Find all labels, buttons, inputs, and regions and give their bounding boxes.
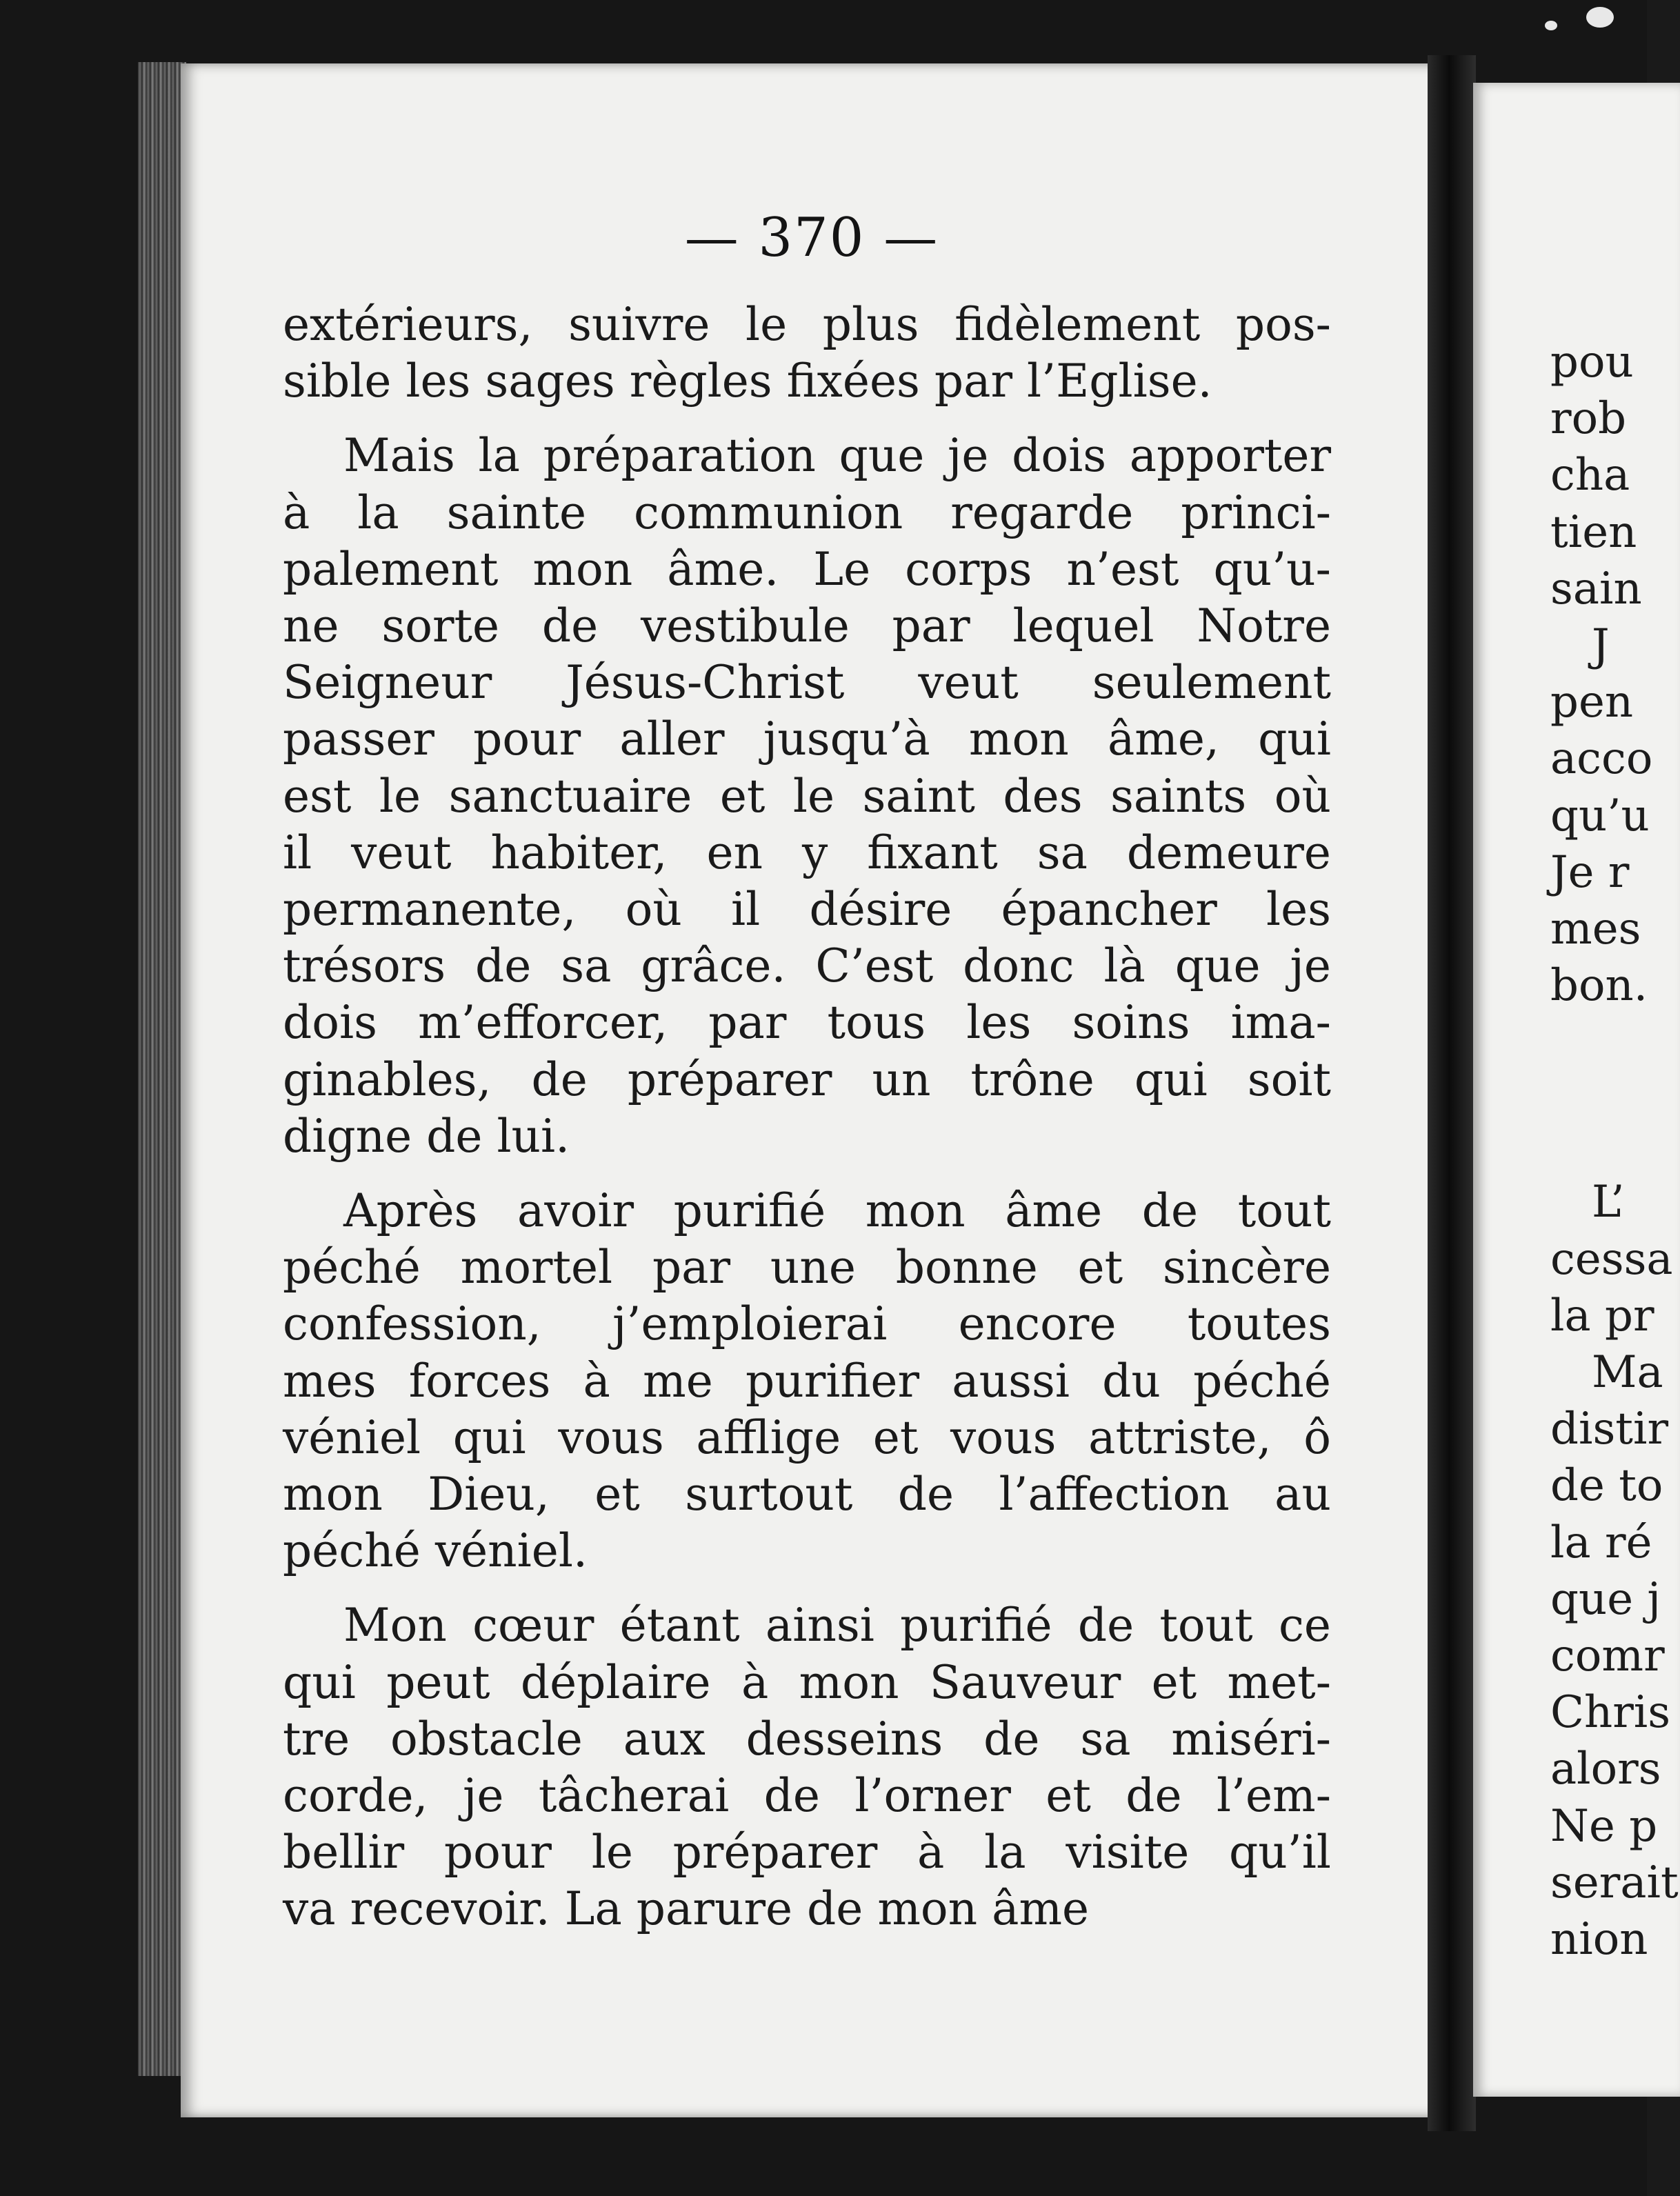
text-fragment: cha xyxy=(1550,450,1630,501)
text-fragment: serait xyxy=(1550,1857,1679,1908)
text-fragment: sain xyxy=(1550,563,1642,615)
text-fragment: la ré xyxy=(1550,1517,1652,1568)
text-line: dois m’efforcer, par tous les soins ima- xyxy=(283,996,1331,1050)
text-fragment: que j xyxy=(1550,1573,1661,1625)
scan-speck xyxy=(1586,7,1614,28)
text-line: véniel qui vous afflige et vous attriste, ô xyxy=(283,1410,1331,1464)
paragraph xyxy=(283,1597,1331,1937)
text-fragment: pou xyxy=(1550,337,1634,388)
page-edges xyxy=(138,62,186,2076)
text-line: à la sainte communion regarde princi- xyxy=(283,486,1331,539)
text-line: mon Dieu, et surtout de l’affection au xyxy=(283,1468,1331,1521)
text-line: bellir pour le préparer à la visite qu’il xyxy=(283,1826,1331,1879)
text-fragment: Je r xyxy=(1550,846,1630,898)
text-line: passer pour aller jusqu’à mon âme, qui xyxy=(283,712,1331,766)
text-line: extérieurs, suivre le plus fidèlement pos- xyxy=(283,298,1331,351)
paragraph-gap xyxy=(283,1579,1331,1597)
paragraph xyxy=(283,428,1331,1165)
text-line: trésors de sa grâce. C’est donc là que je xyxy=(283,939,1331,993)
text-fragment: la pr xyxy=(1550,1290,1654,1341)
scan-speck xyxy=(1545,21,1557,30)
text-fragment: J xyxy=(1592,620,1610,672)
text-line: péché mortel par une bonne et sincère xyxy=(283,1241,1331,1295)
text-line: ginables, de préparer un trône qui soit xyxy=(283,1052,1331,1106)
text-fragment: de to xyxy=(1550,1460,1663,1512)
text-line: sible les sages règles fixées par l’Eglise. xyxy=(283,355,1212,408)
text-line: qui peut déplaire à mon Sauveur et met- xyxy=(283,1655,1331,1709)
right-page-text-fragment xyxy=(1550,334,1679,1968)
text-line: ne sorte de vestibule par lequel Notre xyxy=(283,599,1331,653)
text-line: va recevoir. La parure de mon âme xyxy=(283,1882,1090,1936)
page-number: — 370 — xyxy=(684,207,939,269)
text-fragment: L’ xyxy=(1592,1177,1625,1228)
text-line: permanente, où il désire épancher les xyxy=(283,883,1331,937)
text-fragment: comr xyxy=(1550,1630,1665,1682)
book-gutter xyxy=(1428,55,1476,2131)
text-fragment: Ma xyxy=(1592,1347,1663,1399)
paragraph-gap xyxy=(283,1165,1331,1183)
text-line: Seigneur Jésus-Christ veut seulement xyxy=(283,656,1331,710)
text-fragment: tien xyxy=(1550,506,1637,558)
text-fragment: qu’u xyxy=(1550,790,1650,841)
text-fragment: bon. xyxy=(1550,960,1648,1012)
text-line: il veut habiter, en y fixant sa demeure xyxy=(283,826,1331,879)
text-line: Mais la préparation que je dois apporter xyxy=(343,429,1331,483)
text-fragment: Ne p xyxy=(1550,1800,1658,1852)
left-page-text xyxy=(283,297,1331,1938)
text-line: confession, j’emploierai encore toutes xyxy=(283,1297,1331,1351)
text-fragment: cessa xyxy=(1550,1233,1673,1285)
text-line: corde, je tâcherai de l’orner et de l’em- xyxy=(283,1769,1331,1823)
text-line: péché véniel. xyxy=(283,1524,588,1578)
text-fragment: Chris xyxy=(1550,1687,1671,1739)
text-line: palement mon âme. Le corps n’est qu’u- xyxy=(283,542,1331,596)
paragraph xyxy=(283,1183,1331,1579)
text-fragment: alors xyxy=(1550,1744,1661,1795)
text-line: tre obstacle aux desseins de sa miséri- xyxy=(283,1712,1331,1766)
text-fragment: mes xyxy=(1550,904,1641,955)
paragraph-gap xyxy=(283,410,1331,428)
text-line: est le sanctuaire et le saint des saints où xyxy=(283,769,1331,823)
text-fragment: pen xyxy=(1550,677,1634,728)
text-fragment: distir xyxy=(1550,1404,1669,1455)
text-line: Mon cœur étant ainsi purifié de tout ce xyxy=(343,1599,1331,1653)
text-fragment: acco xyxy=(1550,733,1653,785)
paragraph xyxy=(283,297,1331,410)
section-gap xyxy=(1550,1014,1679,1174)
text-line: digne de lui. xyxy=(283,1109,570,1163)
text-line: mes forces à me purifier aussi du péché xyxy=(283,1354,1331,1408)
text-fragment: rob xyxy=(1550,393,1627,445)
text-line: Après avoir purifié mon âme de tout xyxy=(343,1184,1331,1238)
text-fragment: nion xyxy=(1550,1914,1648,1966)
